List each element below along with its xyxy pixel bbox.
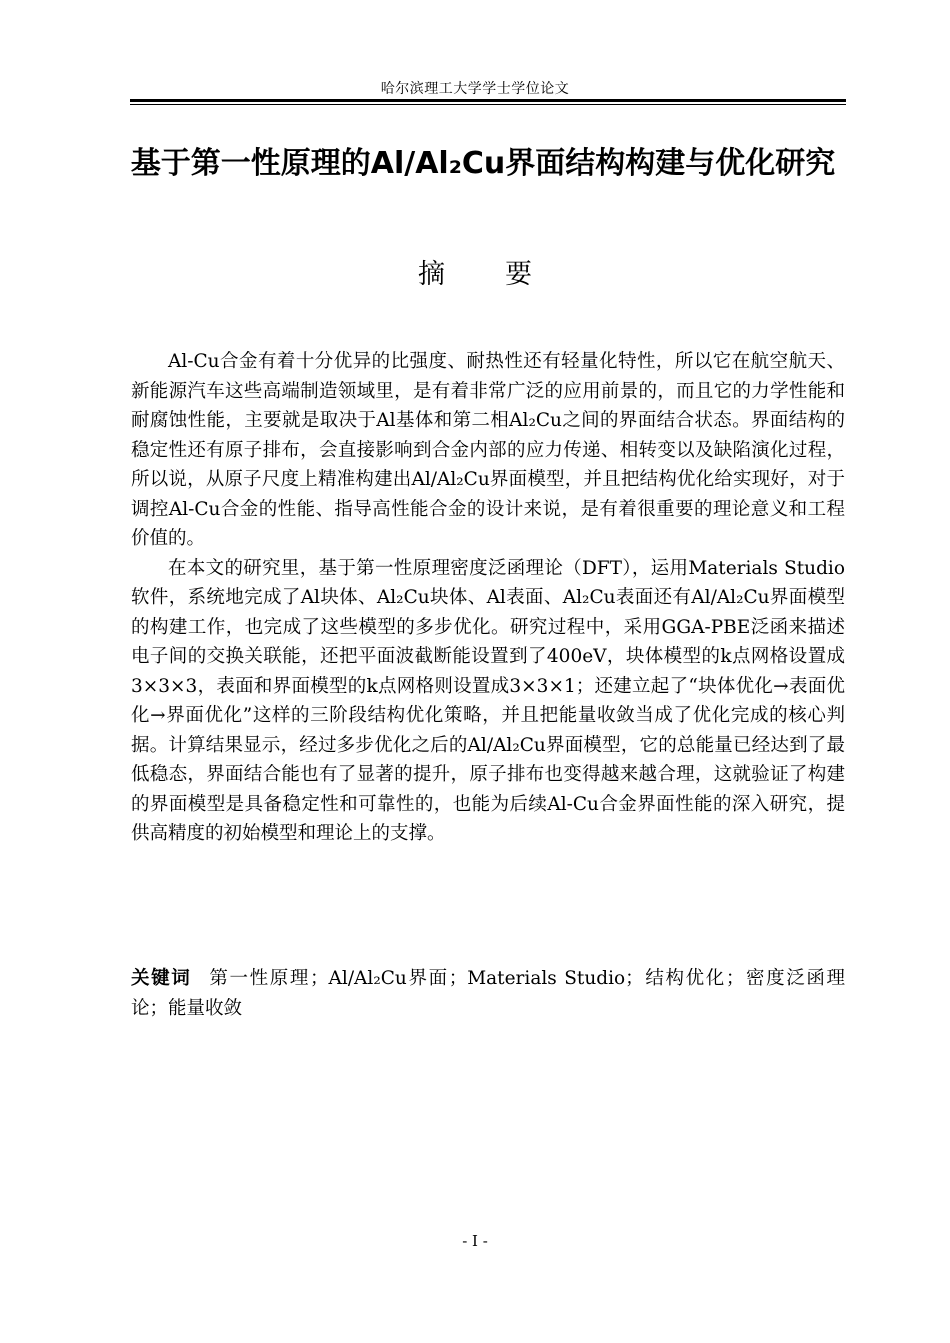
keywords-block <box>131 964 845 1023</box>
page-number: - I - <box>462 1232 488 1250</box>
page-header: 哈尔滨理工大学学士学位论文 <box>380 81 570 97</box>
thesis-title: 基于第一性原理的Al/Al₂Cu界面结构构建与优化研究 <box>130 146 836 181</box>
header-rule-thick <box>130 99 846 102</box>
keywords-text: 第一性原理；Al/Al₂Cu界面；Materials Studio；结构优化；密度泛函理论；能量收敛 <box>131 968 845 1019</box>
abstract-heading: 摘要 <box>418 259 592 290</box>
keywords-label: 关键词 <box>131 968 192 989</box>
header-rule-thin <box>130 104 846 105</box>
abstract-paragraph-2: 在本文的研究里，基于第一性原理密度泛函理论（DFT），运用Materials Studio软件，系统地完成了Al块体、Al₂Cu块体、Al表面、Al₂Cu表面还有Al/Al₂Cu界面模型的构建工作，也完成了这些模型的多步优化。研究过程中，采用GGA-PBE泛函来描述电子间的交换关联能，还把平面波截断能设置到了400eV，块体模型的k点网格设置成3×3×3，表面和界面模型的k点网格则设置成3×3×1；还建立起了“块体优化→表面优化→界面优化”这样的三阶段结构优化策略，并且把能量收敛当成了优化完成的核心判据。计算结果显示，经过多步优化之后的Al/Al₂Cu界面模型，它的总能量已经达到了最低稳态，界面结合能也有了显著的提升，原子排布也变得越来越合理，这就验证了构建的界面模型是具备稳定性和可靠性的，也能为后续Al-Cu合金界面性能的深入研究，提供高精度的初始模型和理论上的支撑。 <box>131 557 845 844</box>
abstract-paragraph-1: Al-Cu合金有着十分优异的比强度、耐热性还有轻量化特性，所以它在航空航天、新能源汽车这些高端制造领域里，是有着非常广泛的应用前景的，而且它的力学性能和耐腐蚀性能，主要就是取决于Al基体和第二相Al₂Cu之间的界面结合状态。界面结构的稳定性还有原子排布，会直接影响到合金内部的应力传递、相转变以及缺陷演化过程，所以说，从原子尺度上精准构建出Al/Al₂Cu界面模型，并且把结构优化给实现好，对于调控Al-Cu合金的性能、指导高性能合金的设计来说，是有着很重要的理论意义和工程价值的。 <box>131 351 845 549</box>
abstract-body <box>131 347 845 849</box>
